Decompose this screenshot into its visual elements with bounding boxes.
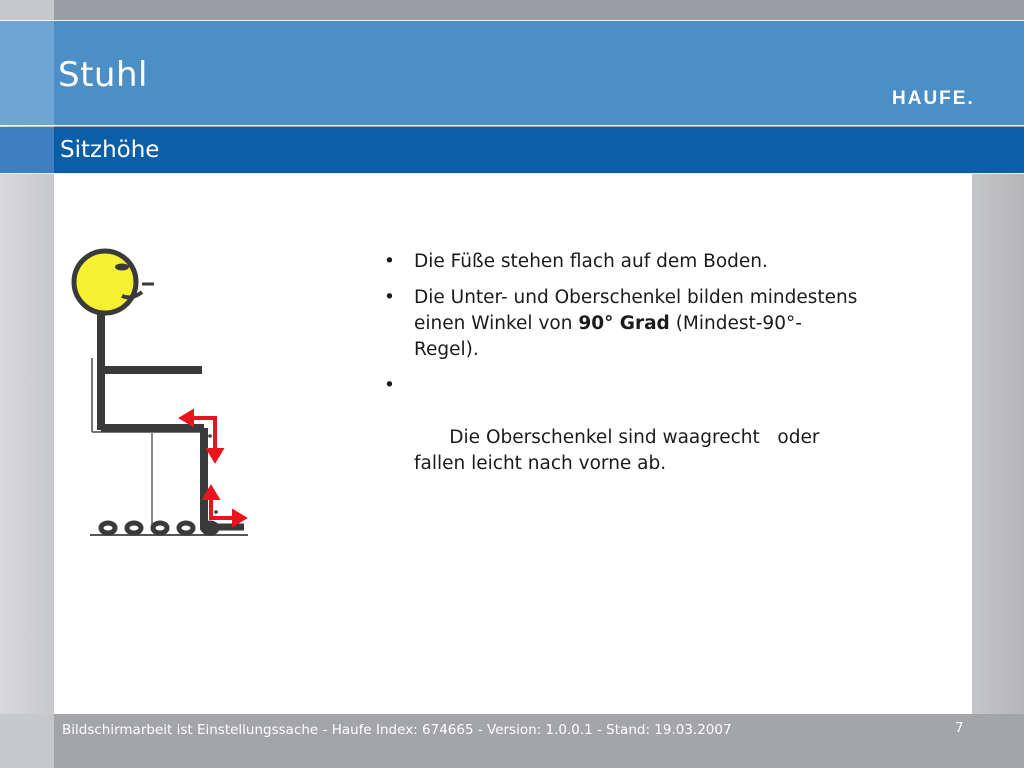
angle-dot — [208, 434, 212, 438]
bullet-dot: • — [384, 375, 395, 396]
angle-dot — [214, 510, 218, 514]
bullet-item — [384, 285, 864, 363]
subtitle-bar — [0, 127, 1024, 174]
bullet-text: Die Füße stehen flach auf dem Boden. — [414, 251, 768, 272]
footer-text: Bildschirmarbeit ist Einstellungssache - Haufe Index: 674665 - Version: 1.0.0.1 - Stand: 19.03.2007 — [62, 722, 732, 738]
bullet-text: Die Unter- und Oberschenkel bilden mindestens einen Winkel von — [414, 287, 858, 334]
bullet-bold-text: 90° Grad — [578, 313, 670, 334]
bullet-item — [384, 373, 864, 503]
title-bar — [0, 20, 1024, 126]
slide-title: Stuhl — [58, 55, 148, 95]
seated-person-icon — [70, 246, 260, 546]
head-icon — [74, 251, 136, 313]
footer — [0, 714, 1024, 768]
bullet-text: Die Oberschenkel sind waagrecht oder fallen leicht nach vorne ab. — [414, 427, 826, 474]
haufe-logo — [892, 85, 1012, 109]
footer-accent — [0, 714, 54, 768]
title-bar-accent — [0, 21, 54, 125]
chair-wheels — [101, 523, 217, 533]
page-number: 7 — [955, 720, 964, 736]
logo-text: HAUFE. — [892, 88, 975, 109]
ankle-angle-arrow-icon — [205, 488, 244, 524]
slide-subtitle: Sitzhöhe — [60, 137, 160, 163]
right-frame-column — [972, 174, 1024, 768]
top-strip — [0, 0, 1024, 20]
bullet-dot: • — [384, 251, 395, 272]
bullet-text: (Mindest-90°-Regel). — [414, 313, 802, 360]
bullet-item — [384, 249, 864, 275]
subtitle-bar-accent — [0, 127, 54, 173]
eye-icon — [115, 264, 129, 271]
bullet-list — [384, 249, 864, 513]
bullet-dot: • — [384, 287, 395, 308]
top-strip-accent — [0, 0, 54, 20]
